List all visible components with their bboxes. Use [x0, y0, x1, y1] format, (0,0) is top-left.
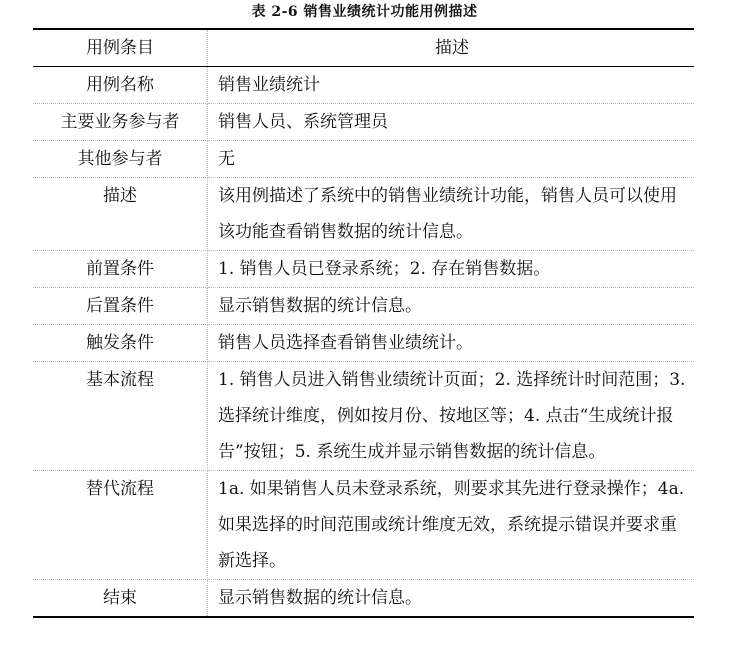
row-value: 该用例描述了系统中的销售业绩统计功能，销售人员可以使用该功能查看销售数据的统计信息。	[218, 186, 677, 242]
row-label-cell	[33, 580, 208, 618]
table-row	[33, 178, 694, 251]
use-case-table	[33, 28, 694, 618]
row-value: 1. 销售人员进入销售业绩统计页面；2. 选择统计时间范围；3. 选择统计维度，例如按月份、按地区等；4. 点击“生成统计报告”按钮；5. 系统生成并显示销售数据的统计信息。	[218, 370, 691, 462]
row-label-cell	[33, 251, 208, 288]
row-label: 替代流程	[86, 479, 154, 499]
row-label-cell	[33, 178, 208, 251]
header-desc-label: 描述	[435, 38, 469, 58]
row-label-cell	[33, 362, 208, 471]
row-value-cell	[208, 471, 695, 580]
row-value-cell	[208, 362, 695, 471]
table-row	[33, 288, 694, 325]
table-row	[33, 580, 694, 618]
row-value-cell	[208, 580, 695, 618]
row-label: 其他参与者	[77, 149, 163, 169]
row-value: 显示销售数据的统计信息。	[218, 296, 422, 316]
table-row	[33, 471, 694, 580]
row-value: 1a. 如果销售人员未登录系统，则要求其先进行登录操作；4a. 如果选择的时间范围或统计维度无效，系统提示错误并要求重新选择。	[218, 479, 690, 571]
table-row	[33, 141, 694, 178]
header-cell-item	[33, 29, 208, 67]
row-value: 销售人员、系统管理员	[218, 112, 388, 132]
row-label: 用例名称	[86, 75, 154, 95]
table-header-row	[33, 29, 694, 67]
row-label-cell	[33, 288, 208, 325]
row-label: 前置条件	[86, 259, 154, 279]
table-caption: 表 2-6 销售业绩统计功能用例描述	[251, 4, 478, 20]
row-value-cell	[208, 67, 695, 104]
table-row	[33, 67, 694, 104]
row-value-cell	[208, 251, 695, 288]
row-label-cell	[33, 471, 208, 580]
table-row	[33, 104, 694, 141]
row-label-cell	[33, 325, 208, 362]
row-label-cell	[33, 67, 208, 104]
row-value: 无	[218, 149, 235, 169]
row-value-cell	[208, 178, 695, 251]
row-label-cell	[33, 104, 208, 141]
row-label: 描述	[103, 186, 137, 206]
table-row	[33, 325, 694, 362]
row-value-cell	[208, 104, 695, 141]
row-label-cell	[33, 141, 208, 178]
row-label: 基本流程	[86, 370, 154, 390]
header-item-label: 用例条目	[86, 38, 154, 58]
row-value-cell	[208, 325, 695, 362]
row-value: 1. 销售人员已登录系统；2. 存在销售数据。	[218, 259, 551, 279]
table-row	[33, 251, 694, 288]
row-value-cell	[208, 288, 695, 325]
row-value: 销售业绩统计	[218, 75, 320, 95]
row-label: 结束	[103, 588, 137, 608]
row-value: 销售人员选择查看销售业绩统计。	[218, 333, 473, 353]
header-cell-desc	[208, 29, 695, 67]
row-label: 主要业务参与者	[60, 112, 180, 132]
row-value-cell	[208, 141, 695, 178]
row-value: 显示销售数据的统计信息。	[218, 588, 422, 608]
row-label: 后置条件	[86, 296, 154, 316]
table-row	[33, 362, 694, 471]
row-label: 触发条件	[86, 333, 154, 353]
